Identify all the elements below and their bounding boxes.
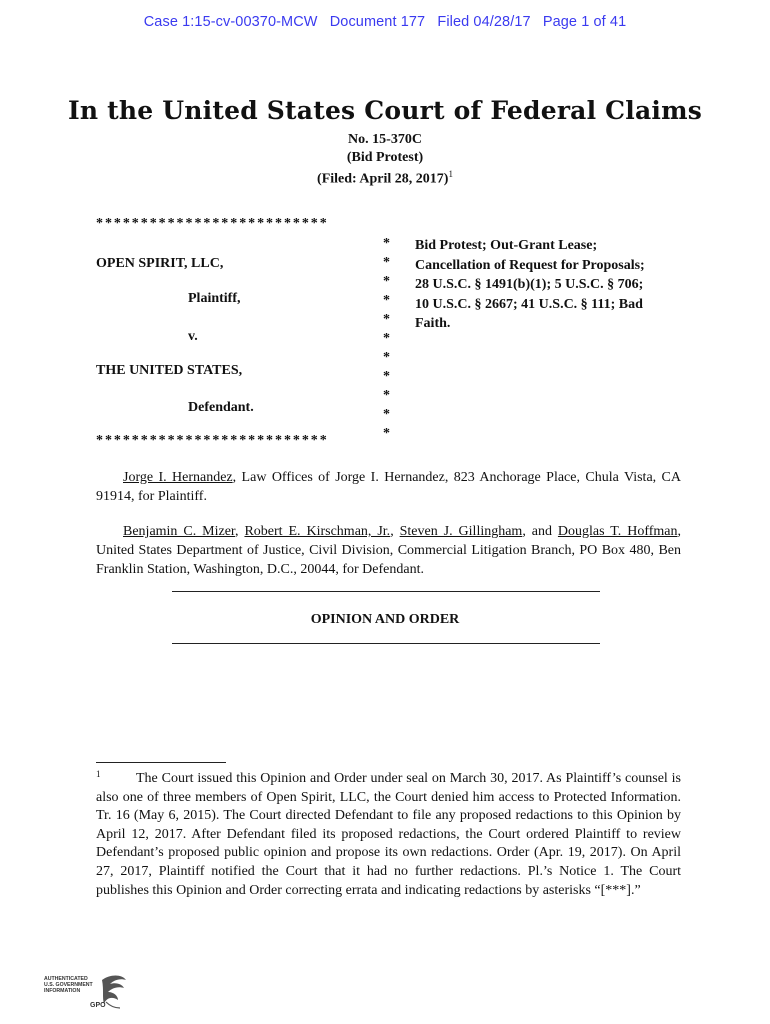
gpo-mark: GPO [90,1002,106,1009]
plaintiff-name: OPEN SPIRIT, LLC, [96,256,224,271]
gpo-logo-text: AUTHENTICATED U.S. GOVERNMENT INFORMATION [44,976,93,994]
footnote [96,770,681,900]
case-number-stamp: Case 1:15-cv-00370-MCW [143,14,318,30]
headnote-keywords [415,236,685,334]
document-number-stamp: Document 177 [329,14,426,30]
case-type: (Bid Protest) [346,149,424,165]
opinion-heading: OPINION AND ORDER [310,612,460,627]
filed-date-stamp: Filed 04/28/17 [437,14,531,30]
defendant-counsel: Benjamin C. Mizer, Robert E. Kirschman, Jr., Steven J. Gillingham, and Douglas T. Hoffman, United States Department of Justice, Civil Division, Commercial Litigation Branch, PO Box 480, Ben Franklin Station, Washington, D.C., 20044, for Defendant. [96,524,682,577]
footnote-text: The Court issued this Opinion and Order under seal on March 30, 2017. As Plaintiff’s counsel is also one of three members of Open Spirit, LLC, the Court denied him access to Protected Information. Tr. 16 (May 6, 2015). The Court directed Defendant to file any proposed redactions to this Opinion by April 12, 2017. After Defendant filed its proposed redactions, the Court ordered Plaintiff to review Defendant’s proposed public opinion and propose its own redactions. Order (Apr. 19, 2017). On April 27, 2017, Plaintiff notified the Court that it had no further redactions. Pl.’s Notice 1. The Court publishes this Opinion and Order correcting errata and indicating redactions by asterisks “[***].” [96,771,681,898]
defendant-attorney: Douglas T. Hoffman [557,524,678,539]
defendant-label: Defendant. [188,400,254,415]
defendant-attorney: Benjamin C. Mizer [123,524,236,539]
defendant-attorney: Robert E. Kirschman, Jr. [244,524,391,539]
keyword-line: Bid Protest; Out-Grant Lease; [415,238,598,253]
page-count-stamp: Page 1 of 41 [542,14,627,30]
caption-bottom-stars: ************************** [96,433,329,448]
ecf-header-stamp [0,14,770,30]
defendant-attorney: Steven J. Gillingham [399,524,523,539]
keyword-line: 28 U.S.C. § 1491(b)(1); 5 U.S.C. § 706; [415,277,644,292]
plaintiff-label: Plaintiff, [188,291,241,306]
defendant-name: THE UNITED STATES, [96,363,243,378]
gpo-authentication-logo [44,972,134,1016]
keyword-line: 10 U.S.C. § 2667; 41 U.S.C. § 111; Bad [415,296,643,312]
plaintiff-counsel: Jorge I. Hernandez, Law Offices of Jorge I. Hernandez, 823 Anchorage Place, Chula Vista, CA 91914, for Plaintiff. [96,470,681,504]
docket-number: No. 15-370C [348,132,422,147]
footnote-mark: 1 [96,769,101,779]
versus: v. [188,329,198,344]
divider-bottom [172,643,600,644]
case-info [0,131,770,188]
divider-top [172,591,600,592]
footnote-separator [96,762,226,763]
gpo-eagle-icon [44,972,134,1016]
footnote-reference: 1 [448,169,453,179]
caption-top-stars: ************************** [96,216,329,231]
court-title: In the United States Court of Federal Claims [67,96,703,125]
keyword-line: Cancellation of Request for Proposals; [415,257,645,273]
caption-star-column: * * * * * * * * * * * [383,236,390,441]
filed-date: (Filed: April 28, 2017)$^1$ [317,169,453,187]
plaintiff-attorney: Jorge I. Hernandez [123,470,233,485]
keyword-line: Faith. [415,316,451,331]
